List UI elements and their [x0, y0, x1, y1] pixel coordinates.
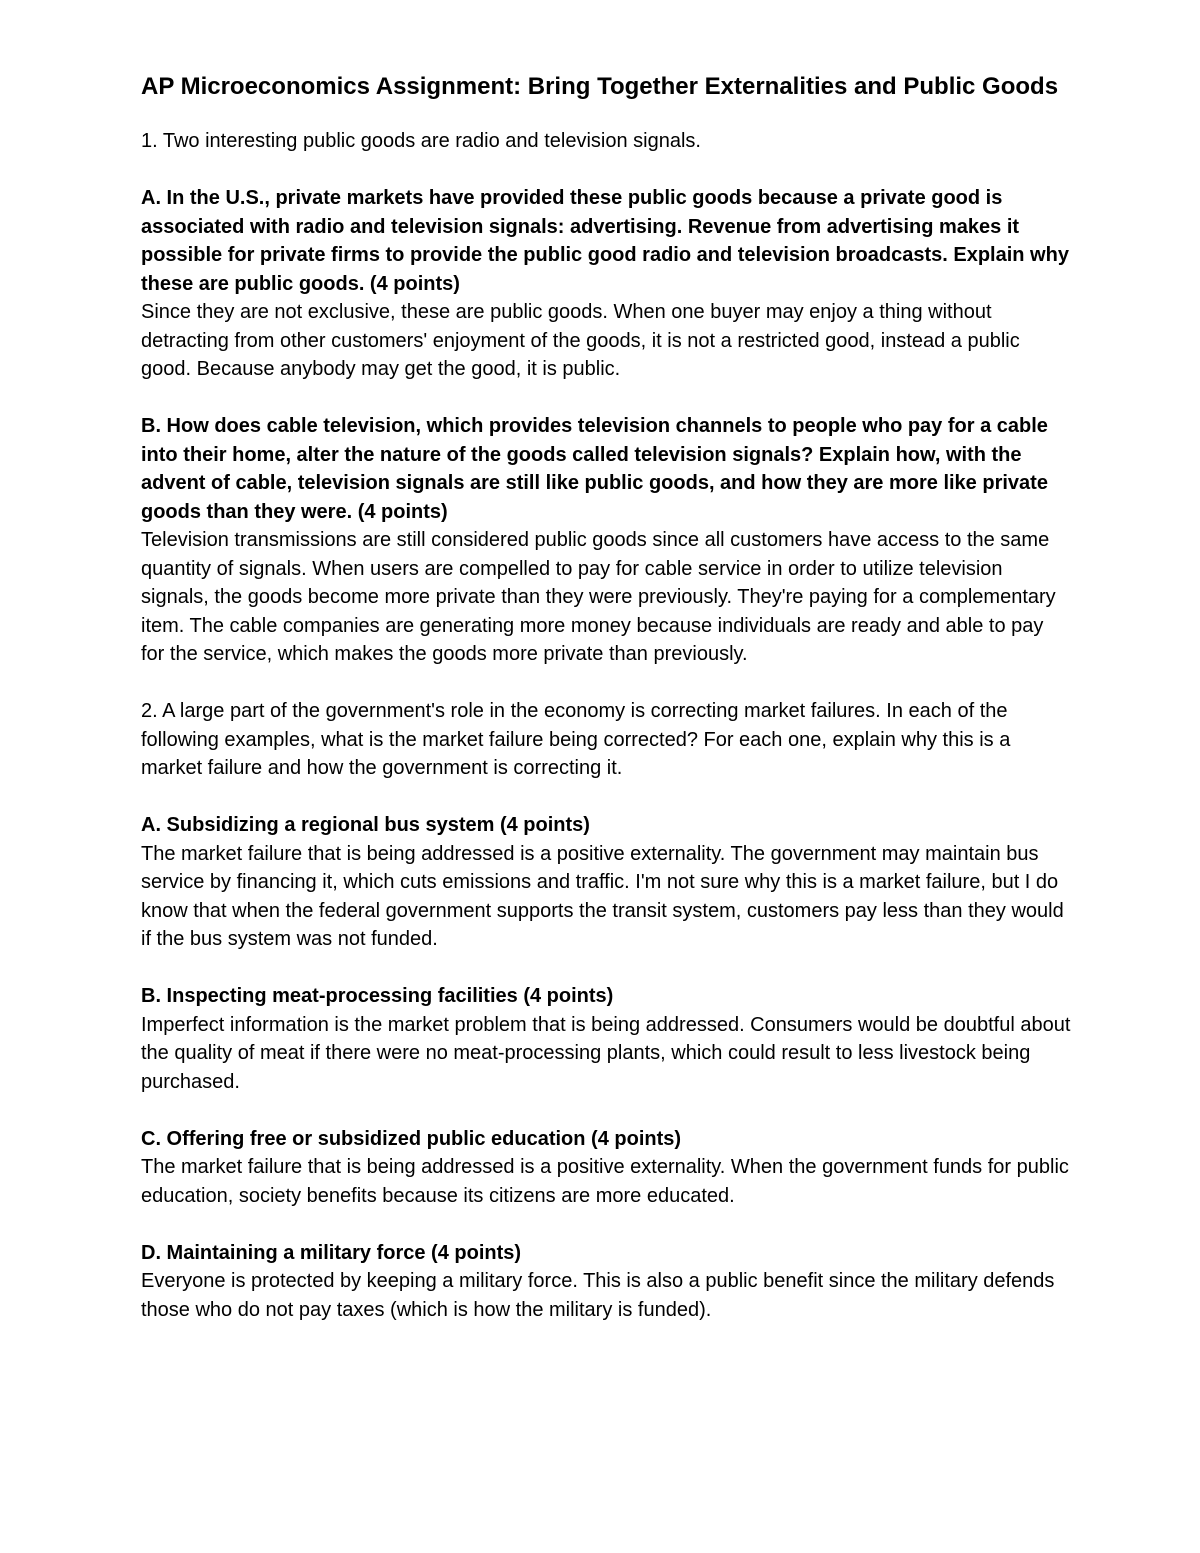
question-2d: D. Maintaining a military force (4 points) — [141, 1241, 522, 1264]
spacer — [141, 954, 1071, 983]
answer-1b: Television transmissions are still considered public goods since all customers have access to the same quantity of signals. When users are compelled to pay for cable service in order to utilize television signals, the goods become more private than they were previously. They're paying for a complementary item. The cable companies are generating more money because individuals are ready and able to pay for the service, which makes the goods more private than previously. — [141, 529, 1056, 665]
question-1-prompt: 1. Two interesting public goods are radio and television signals. — [141, 130, 701, 152]
answer-1a: Since they are not exclusive, these are public goods. When one buyer may enjoy a thing without detracting from other customers' enjoyment of the goods, it is not a restricted good, instead a public good. Because anybody may get the good, it is public. — [141, 301, 1020, 380]
question-2-prompt: 2. A large part of the government's role in the economy is correcting market failures. In each of the following examples, what is the market failure being corrected? For each one, explain why this is a market failure and how the government is correcting it. — [141, 700, 1011, 779]
question-2a: A. Subsidizing a regional bus system (4 points) — [141, 814, 590, 836]
question-1b: B. How does cable television, which provides television channels to people who pay for a cable into their home, alter the nature of the goods called television signals? Explain how, with the advent of cable, television signals are still like public goods, and how they are more like private goods than they were. (4 points) — [141, 415, 1048, 523]
spacer — [141, 1210, 1071, 1239]
answer-2a: The market failure that is being addressed is a positive externality. The government may maintain bus service by financing it, which cuts emissions and traffic. I'm not sure why this is a market failure, but I do know that when the federal government supports the transit system, customers pay less than they would if the bus system was not funded. — [141, 842, 1064, 950]
spacer — [141, 669, 1071, 698]
spacer — [141, 384, 1071, 413]
spacer — [141, 1096, 1071, 1125]
answer-2b: Imperfect information is the market problem that is being addressed. Consumers would be doubtful about the quality of meat if there were no meat-processing plants, which could result to less livestock being purchased. — [141, 1013, 1071, 1093]
question-2c: C. Offering free or subsidized public education (4 points) — [141, 1127, 682, 1150]
document-title: AP Microeconomics Assignment: Bring Together Externalities and Public Goods — [141, 73, 1059, 100]
answer-2d: Everyone is protected by keeping a military force. This is also a public benefit since the military defends those who do not pay taxes (which is how the military is funded). — [141, 1270, 1055, 1321]
spacer — [141, 156, 1071, 185]
question-1a: A. In the U.S., private markets have provided these public goods because a private good is associated with radio and television signals: advertising. Revenue from advertising makes it possible for private firms to provide the public good radio and television broadcasts. Explain why these are public goods. (4 points) — [141, 187, 1069, 295]
question-2b: B. Inspecting meat-processing facilities (4 points) — [141, 985, 614, 1007]
spacer — [141, 783, 1071, 812]
document-page — [141, 70, 1071, 1324]
answer-2c: The market failure that is being addressed is a positive externality. When the government funds for public education, society benefits because its citizens are more educated. — [141, 1156, 1069, 1207]
